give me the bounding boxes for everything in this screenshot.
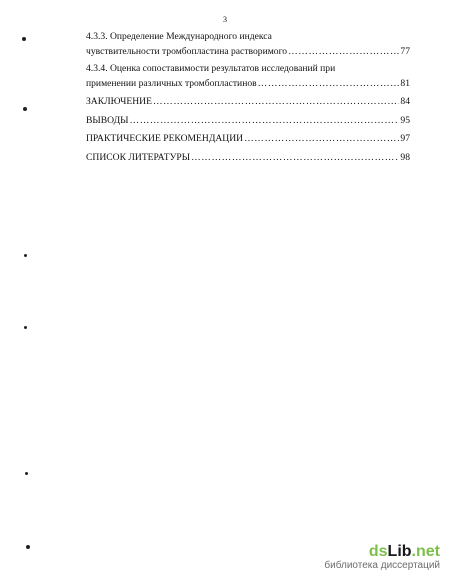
toc-entry-title: ЗАКЛЮЧЕНИЕ [86, 96, 152, 107]
toc-entry-findings [86, 114, 410, 129]
dot-leader [153, 95, 399, 110]
dslib-watermark [300, 544, 440, 574]
toc-entry-recommendations [86, 132, 410, 147]
dslib-logo [300, 544, 440, 560]
toc-entry-title: 4.3.4. Оценка сопоставимости результатов исследований при [86, 63, 336, 74]
dot-leader [288, 45, 399, 60]
logo-prefix: ds [368, 543, 388, 560]
toc-page-number: 84 [400, 96, 410, 107]
dot-leader [244, 132, 399, 147]
logo-main: Lib [387, 543, 412, 560]
margin-scan-mark [26, 545, 30, 549]
toc-page-number: 81 [400, 77, 410, 89]
margin-scan-mark [23, 107, 27, 111]
toc-entry-references [86, 151, 410, 166]
toc-page-number: 97 [400, 133, 410, 144]
dot-leader [258, 77, 400, 92]
toc-entry-title-continuation: чувствительности тромбопластина растворимого [86, 45, 288, 57]
toc-entry-4-3-4 [86, 62, 410, 91]
margin-scan-mark [25, 472, 28, 475]
logo-suffix: .net [411, 543, 440, 560]
toc-page-number: 98 [400, 151, 410, 163]
watermark-subtitle: библиотека диссертаций [324, 560, 440, 571]
toc-entry-continuation [86, 77, 410, 92]
toc-page-number: 95 [400, 114, 410, 126]
margin-scan-mark [22, 37, 26, 41]
page-number: 3 [223, 15, 227, 24]
toc-entry-title-continuation: применении различных тромбопластинов [86, 77, 257, 89]
table-of-contents [86, 30, 410, 165]
toc-page-number: 77 [400, 45, 410, 57]
toc-entry-4-3-3 [86, 30, 410, 59]
margin-scan-mark [24, 254, 27, 257]
toc-entry-title: 4.3.3. Определение Международного индекса [86, 31, 272, 42]
toc-entry-title: СПИСОК ЛИТЕРАТУРЫ [86, 151, 191, 163]
dot-leader [191, 151, 399, 166]
toc-entry-conclusion [86, 95, 410, 110]
toc-entry-title: ПРАКТИЧЕСКИЕ РЕКОМЕНДАЦИИ [86, 133, 244, 144]
dot-leader [130, 114, 400, 129]
toc-entry-title: ВЫВОДЫ [86, 114, 129, 126]
margin-scan-mark [24, 326, 27, 329]
toc-entry-continuation [86, 45, 410, 60]
